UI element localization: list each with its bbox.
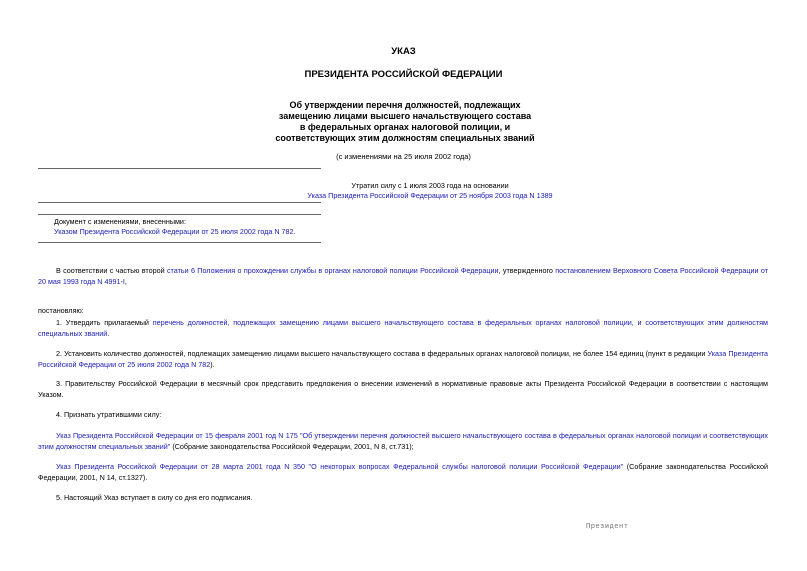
changes-link[interactable]: Указом Президента Российской Федерации от 25 июля 2002 года N 782. xyxy=(54,227,296,236)
item-5: 5. Настоящий Указ вступает в силу со дня его подписания. xyxy=(56,493,253,502)
decree-175-link[interactable]: Указ Президента Российской Федерации от 15 февраля 2001 год N 175 "Об утверждении перечня должностей высшего начальствующего состава в федеральных органах налоговой полиции и соответствующих этим должностям специальных званий" xyxy=(38,431,768,451)
changes-block xyxy=(54,217,454,237)
supreme-council-resolution-link[interactable]: постановлением Верховного Совета Российской Федерации от 20 мая 1993 года N 4991-I xyxy=(38,266,768,286)
divider xyxy=(38,214,321,215)
heading-line: замещению лицами высшего начальствующего состава xyxy=(278,111,532,121)
void-notice-link[interactable]: Указа Президента Российской Федерации от 25 ноября 2003 года N 1389 xyxy=(307,191,553,200)
preamble-text: , xyxy=(124,276,127,286)
heading-line: Об утверждении перечня должностей, подлежащих xyxy=(289,100,521,110)
item-3: 3. Правительству Российской Федерации в месячный срок представить предложения о внесении изменений в нормативные правовые акты Президента Российской Федерации в соответствии с настоящим Указом. xyxy=(38,379,768,399)
repeal-item-2 xyxy=(38,462,768,483)
item-text: 1. Утвердить прилагаемый xyxy=(56,318,153,327)
decree-782-link[interactable]: Указа Президента Российской Федерации от 25 июля 2002 года N 782 xyxy=(38,349,769,369)
repeal-item-1 xyxy=(38,431,768,452)
item-1 xyxy=(38,318,768,339)
item-4: 4. Признать утратившими силу: xyxy=(56,410,162,419)
divider xyxy=(38,168,321,169)
document-issuer: ПРЕЗИДЕНТА РОССИЙСКОЙ ФЕДЕРАЦИИ xyxy=(304,69,503,80)
repeal-text: (Собрание законодательства Российской Федерации, 2001, N 14, ст.1327). xyxy=(38,462,768,482)
decree-350-link[interactable]: Указ Президента Российской Федерации от 28 марта 2001 года N 350 "О некоторых вопросах Федеральной службы налоговой полиции Российской Федерации" xyxy=(56,462,624,471)
resolve-text: постановляю: xyxy=(38,306,84,315)
void-notice xyxy=(180,181,680,201)
item-2 xyxy=(38,349,768,370)
signature: Президент xyxy=(586,522,629,530)
heading-line: в федеральных органах налоговой полиции, и xyxy=(299,122,511,132)
preamble-text: В соответствии с частью второй xyxy=(56,266,167,275)
preamble-text: , утвержденного xyxy=(498,266,556,275)
item-text: 2. Установить количество должностей, подлежащих замещению лицами высшего начальствующего состава в федеральных органах налоговой полиции, не более 154 единиц (пункт в редакции xyxy=(56,349,708,358)
void-notice-text: Утратил силу с 1 июля 2003 года на основании xyxy=(351,181,509,190)
divider xyxy=(38,202,321,203)
changes-label: Документ с изменениями, внесенными: xyxy=(54,217,186,226)
document-heading xyxy=(240,100,570,144)
preamble xyxy=(38,266,768,287)
repeal-text: (Собрание законодательства Российской Федерации, 2001, N 8, ст.731); xyxy=(170,441,414,451)
heading-line: соответствующих этим должностям специальных званий xyxy=(275,133,535,143)
article-6-link[interactable]: статьи 6 Положения о прохождении службы в органах налоговой полиции Российской Федерации xyxy=(166,266,499,275)
amended-note: (с изменениями на 25 июля 2002 года) xyxy=(336,152,471,161)
divider xyxy=(38,242,321,243)
positions-list-link[interactable]: перечень должностей, подлежащих замещению лицами высшего начальствующего состава в федеральных органах налоговой полиции, и соответствующих этим должностям специальных званий xyxy=(38,318,768,338)
item-text: . xyxy=(107,328,110,338)
item-text: ). xyxy=(210,359,215,369)
document-title: УКАЗ xyxy=(391,46,416,57)
